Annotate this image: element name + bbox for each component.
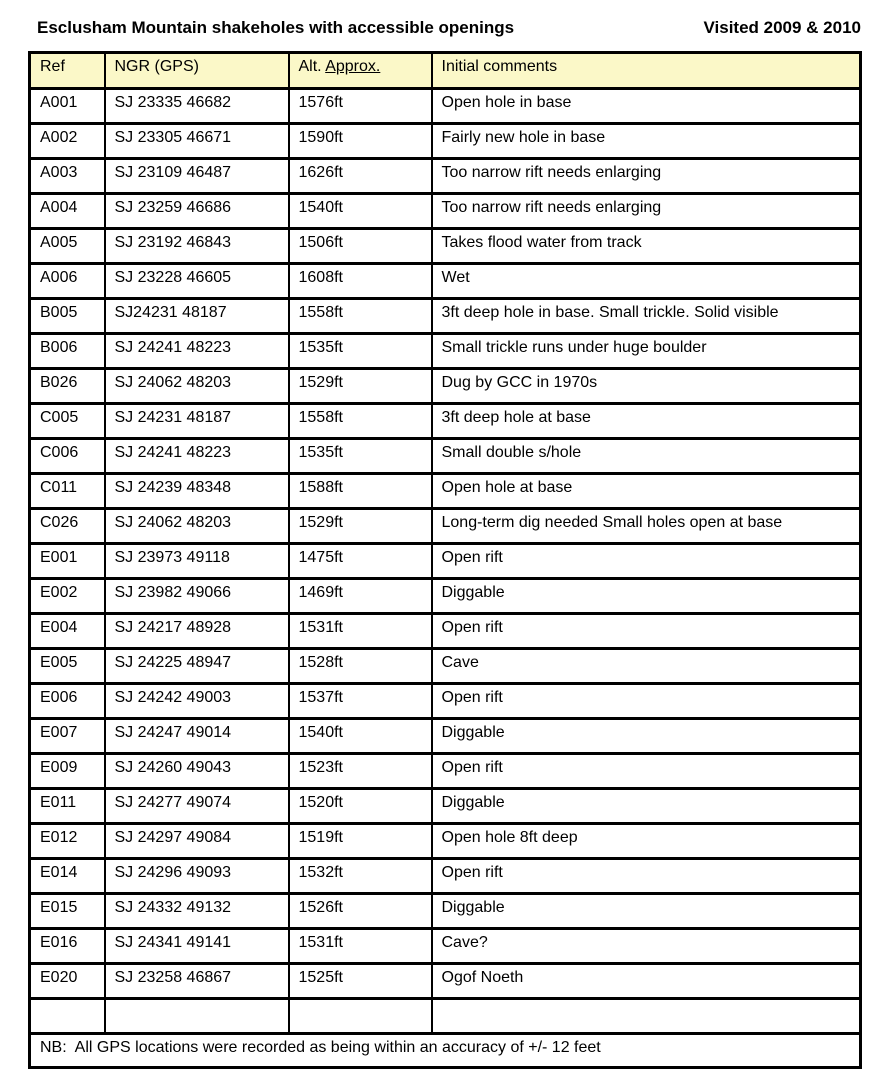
cell-ngr: SJ 24225 48947 bbox=[105, 649, 289, 684]
cell-ref: A003 bbox=[30, 159, 105, 194]
cell-comments: Long-term dig needed Small holes open at base bbox=[432, 509, 861, 544]
cell-comments: Open hole 8ft deep bbox=[432, 824, 861, 859]
shakeholes-table bbox=[28, 51, 862, 1069]
table-row bbox=[30, 894, 861, 929]
cell-alt: 1537ft bbox=[289, 684, 432, 719]
table-row bbox=[30, 754, 861, 789]
cell-ref: C005 bbox=[30, 404, 105, 439]
cell-alt: 1529ft bbox=[289, 509, 432, 544]
cell-ngr: SJ 23973 49118 bbox=[105, 544, 289, 579]
cell-alt: 1475ft bbox=[289, 544, 432, 579]
table-row bbox=[30, 719, 861, 754]
cell-ngr: SJ 24277 49074 bbox=[105, 789, 289, 824]
cell-alt: 1532ft bbox=[289, 859, 432, 894]
table-row bbox=[30, 369, 861, 404]
table-row bbox=[30, 929, 861, 964]
cell-comments: Fairly new hole in base bbox=[432, 124, 861, 159]
cell-ref: E014 bbox=[30, 859, 105, 894]
cell-ref: A002 bbox=[30, 124, 105, 159]
cell-comments: Open rift bbox=[432, 859, 861, 894]
footer-note: NB: All GPS locations were recorded as being within an accuracy of +/- 12 feet bbox=[30, 1034, 861, 1068]
cell-ngr: SJ 23335 46682 bbox=[105, 89, 289, 124]
table-row bbox=[30, 194, 861, 229]
cell-alt: 1531ft bbox=[289, 929, 432, 964]
table-row bbox=[30, 859, 861, 894]
table-row bbox=[30, 334, 861, 369]
table-row bbox=[30, 824, 861, 859]
cell-ref: E005 bbox=[30, 649, 105, 684]
cell-ngr: SJ 24062 48203 bbox=[105, 369, 289, 404]
cell-alt: 1558ft bbox=[289, 299, 432, 334]
cell-comments: Small double s/hole bbox=[432, 439, 861, 474]
cell-ngr: SJ 23982 49066 bbox=[105, 579, 289, 614]
col-header-comments: Initial comments bbox=[432, 53, 861, 89]
header-row bbox=[30, 53, 861, 89]
cell-ref: E006 bbox=[30, 684, 105, 719]
cell-ref: E004 bbox=[30, 614, 105, 649]
cell-alt: 1519ft bbox=[289, 824, 432, 859]
footer-row bbox=[30, 1034, 861, 1068]
cell-ref: B005 bbox=[30, 299, 105, 334]
visited-label: Visited 2009 & 2010 bbox=[703, 18, 861, 37]
table-row bbox=[30, 509, 861, 544]
cell-alt: 1535ft bbox=[289, 334, 432, 369]
cell-alt: 1523ft bbox=[289, 754, 432, 789]
cell-ngr: SJ 23109 46487 bbox=[105, 159, 289, 194]
cell-ref: B026 bbox=[30, 369, 105, 404]
cell-alt: 1506ft bbox=[289, 229, 432, 264]
cell-ref: E011 bbox=[30, 789, 105, 824]
cell-ref: C006 bbox=[30, 439, 105, 474]
cell-comments: Open hole at base bbox=[432, 474, 861, 509]
cell-ngr: SJ 24332 49132 bbox=[105, 894, 289, 929]
cell-alt: 1558ft bbox=[289, 404, 432, 439]
table-row bbox=[30, 264, 861, 299]
col-header-ref: Ref bbox=[30, 53, 105, 89]
cell-ref: E001 bbox=[30, 544, 105, 579]
table-row bbox=[30, 964, 861, 999]
cell-ref: E020 bbox=[30, 964, 105, 999]
cell-alt: 1608ft bbox=[289, 264, 432, 299]
cell-alt: 1531ft bbox=[289, 614, 432, 649]
cell-comments: 3ft deep hole at base bbox=[432, 404, 861, 439]
table-row bbox=[30, 684, 861, 719]
page-title: Esclusham Mountain shakeholes with accessible openings bbox=[37, 18, 515, 37]
table-row bbox=[30, 229, 861, 264]
table-row bbox=[30, 649, 861, 684]
cell-ngr: SJ 24242 49003 bbox=[105, 684, 289, 719]
cell-ref: B006 bbox=[30, 334, 105, 369]
cell-comments: Takes flood water from track bbox=[432, 229, 861, 264]
cell-comments: Dug by GCC in 1970s bbox=[432, 369, 861, 404]
cell-ngr: SJ 24062 48203 bbox=[105, 509, 289, 544]
cell-comments: Diggable bbox=[432, 579, 861, 614]
table-row bbox=[30, 544, 861, 579]
cell-comments: Too narrow rift needs enlarging bbox=[432, 194, 861, 229]
cell-alt: 1525ft bbox=[289, 964, 432, 999]
cell-ngr: SJ 24231 48187 bbox=[105, 404, 289, 439]
col-header-alt-approx: Approx. bbox=[325, 58, 381, 75]
cell-comments: Open rift bbox=[432, 614, 861, 649]
cell-ngr: SJ 24260 49043 bbox=[105, 754, 289, 789]
table-row bbox=[30, 124, 861, 159]
cell-alt: 1528ft bbox=[289, 649, 432, 684]
table-row bbox=[30, 439, 861, 474]
cell-comments bbox=[432, 999, 861, 1034]
cell-ngr: SJ 24241 48223 bbox=[105, 439, 289, 474]
cell-comments: Ogof Noeth bbox=[432, 964, 861, 999]
cell-ngr: SJ 24239 48348 bbox=[105, 474, 289, 509]
cell-ref: A001 bbox=[30, 89, 105, 124]
cell-comments: Open rift bbox=[432, 754, 861, 789]
cell-ref: E002 bbox=[30, 579, 105, 614]
cell-comments: Too narrow rift needs enlarging bbox=[432, 159, 861, 194]
table-row bbox=[30, 789, 861, 824]
col-header-ngr: NGR (GPS) bbox=[105, 53, 289, 89]
table-row bbox=[30, 299, 861, 334]
cell-ngr: SJ 24341 49141 bbox=[105, 929, 289, 964]
cell-comments: Small trickle runs under huge boulder bbox=[432, 334, 861, 369]
table-row bbox=[30, 89, 861, 124]
cell-alt: 1469ft bbox=[289, 579, 432, 614]
cell-comments: Wet bbox=[432, 264, 861, 299]
cell-ref: A004 bbox=[30, 194, 105, 229]
cell-ngr: SJ 23258 46867 bbox=[105, 964, 289, 999]
cell-ref: E016 bbox=[30, 929, 105, 964]
cell-comments: 3ft deep hole in base. Small trickle. Solid visible bbox=[432, 299, 861, 334]
cell-ref: E015 bbox=[30, 894, 105, 929]
cell-ref: E009 bbox=[30, 754, 105, 789]
cell-comments: Open rift bbox=[432, 684, 861, 719]
cell-ngr: SJ24231 48187 bbox=[105, 299, 289, 334]
table-body bbox=[30, 89, 861, 1034]
table-row bbox=[30, 614, 861, 649]
cell-ngr: SJ 23259 46686 bbox=[105, 194, 289, 229]
cell-ngr: SJ 23228 46605 bbox=[105, 264, 289, 299]
cell-ref bbox=[30, 999, 105, 1034]
cell-ref: C011 bbox=[30, 474, 105, 509]
cell-alt: 1526ft bbox=[289, 894, 432, 929]
cell-comments: Cave? bbox=[432, 929, 861, 964]
cell-ref: C026 bbox=[30, 509, 105, 544]
cell-comments: Diggable bbox=[432, 719, 861, 754]
cell-alt: 1588ft bbox=[289, 474, 432, 509]
title-row bbox=[0, 0, 892, 38]
cell-alt: 1540ft bbox=[289, 194, 432, 229]
cell-alt: 1535ft bbox=[289, 439, 432, 474]
table-row bbox=[30, 474, 861, 509]
cell-ref: A005 bbox=[30, 229, 105, 264]
cell-comments: Diggable bbox=[432, 789, 861, 824]
cell-ngr: SJ 24241 48223 bbox=[105, 334, 289, 369]
cell-comments: Cave bbox=[432, 649, 861, 684]
cell-comments: Diggable bbox=[432, 894, 861, 929]
cell-ngr: SJ 23192 46843 bbox=[105, 229, 289, 264]
table-row bbox=[30, 999, 861, 1034]
cell-alt: 1520ft bbox=[289, 789, 432, 824]
cell-alt: 1590ft bbox=[289, 124, 432, 159]
col-header-alt bbox=[289, 53, 432, 89]
cell-ref: A006 bbox=[30, 264, 105, 299]
cell-comments: Open hole in base bbox=[432, 89, 861, 124]
cell-alt bbox=[289, 999, 432, 1034]
cell-ngr: SJ 24217 48928 bbox=[105, 614, 289, 649]
cell-ngr: SJ 24297 49084 bbox=[105, 824, 289, 859]
cell-alt: 1576ft bbox=[289, 89, 432, 124]
cell-ref: E012 bbox=[30, 824, 105, 859]
cell-alt: 1529ft bbox=[289, 369, 432, 404]
col-header-alt-prefix: Alt. bbox=[298, 58, 326, 75]
cell-alt: 1626ft bbox=[289, 159, 432, 194]
cell-comments: Open rift bbox=[432, 544, 861, 579]
cell-ngr: SJ 24296 49093 bbox=[105, 859, 289, 894]
cell-ngr: SJ 23305 46671 bbox=[105, 124, 289, 159]
table-row bbox=[30, 579, 861, 614]
cell-ngr: SJ 24247 49014 bbox=[105, 719, 289, 754]
cell-ngr bbox=[105, 999, 289, 1034]
cell-ref: E007 bbox=[30, 719, 105, 754]
table-row bbox=[30, 159, 861, 194]
table-row bbox=[30, 404, 861, 439]
cell-alt: 1540ft bbox=[289, 719, 432, 754]
